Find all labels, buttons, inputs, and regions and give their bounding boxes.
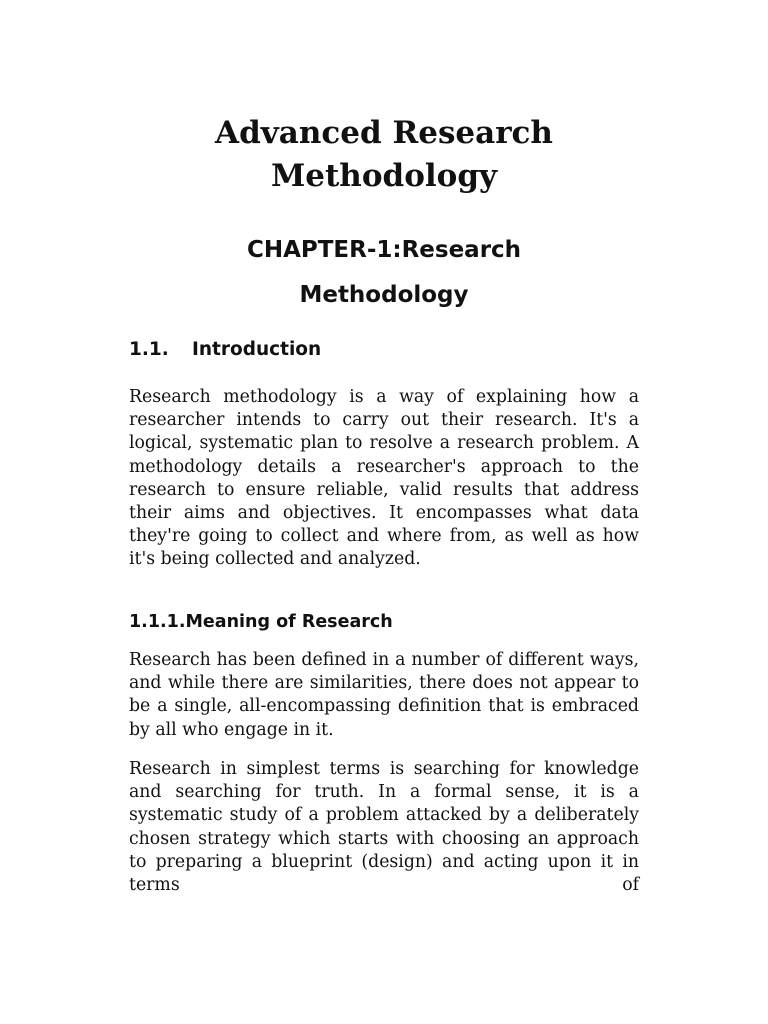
chapter-heading: [160, 228, 608, 318]
meaning-paragraph-2: Research in simplest terms is searching for knowledge and searching for truth. In a formal sense, it is a systematic study of a problem attacked by a deliberately chosen strategy which starts with choosing an approach to preparing a blueprint (design) and acting upon it in terms of: [129, 759, 639, 896]
title-line-2: Methodology: [270, 158, 498, 194]
subsection-label: Meaning of Research: [185, 612, 393, 632]
subsection-number: 1.1.1.: [129, 612, 186, 632]
section-heading-introduction: [129, 338, 321, 362]
section-number: 1.1.: [129, 339, 169, 360]
document-title: [130, 112, 638, 198]
section-heading-meaning-of-research: [129, 610, 393, 634]
section-label: Introduction: [192, 339, 322, 360]
chapter-line-2: Methodology: [299, 282, 469, 308]
meaning-paragraph-1: Research has been defined in a number of different ways, and while there are similarities, there does not appear to be a single, all-encompassing definition that is embraced by all who engage in it.: [129, 650, 639, 740]
title-line-1: Advanced Research: [215, 115, 553, 151]
chapter-line-1: CHAPTER-1:Research: [246, 237, 522, 263]
intro-paragraph: Research methodology is a way of explaining how a researcher intends to carry out their research. It's a logical, systematic plan to resolve a research problem. A methodology details a researcher's approach to the research to ensure reliable, valid results that address their aims and objectives. It encompasses what data they're going to collect and where from, as well as how it's being collected and analyzed.: [129, 387, 639, 570]
